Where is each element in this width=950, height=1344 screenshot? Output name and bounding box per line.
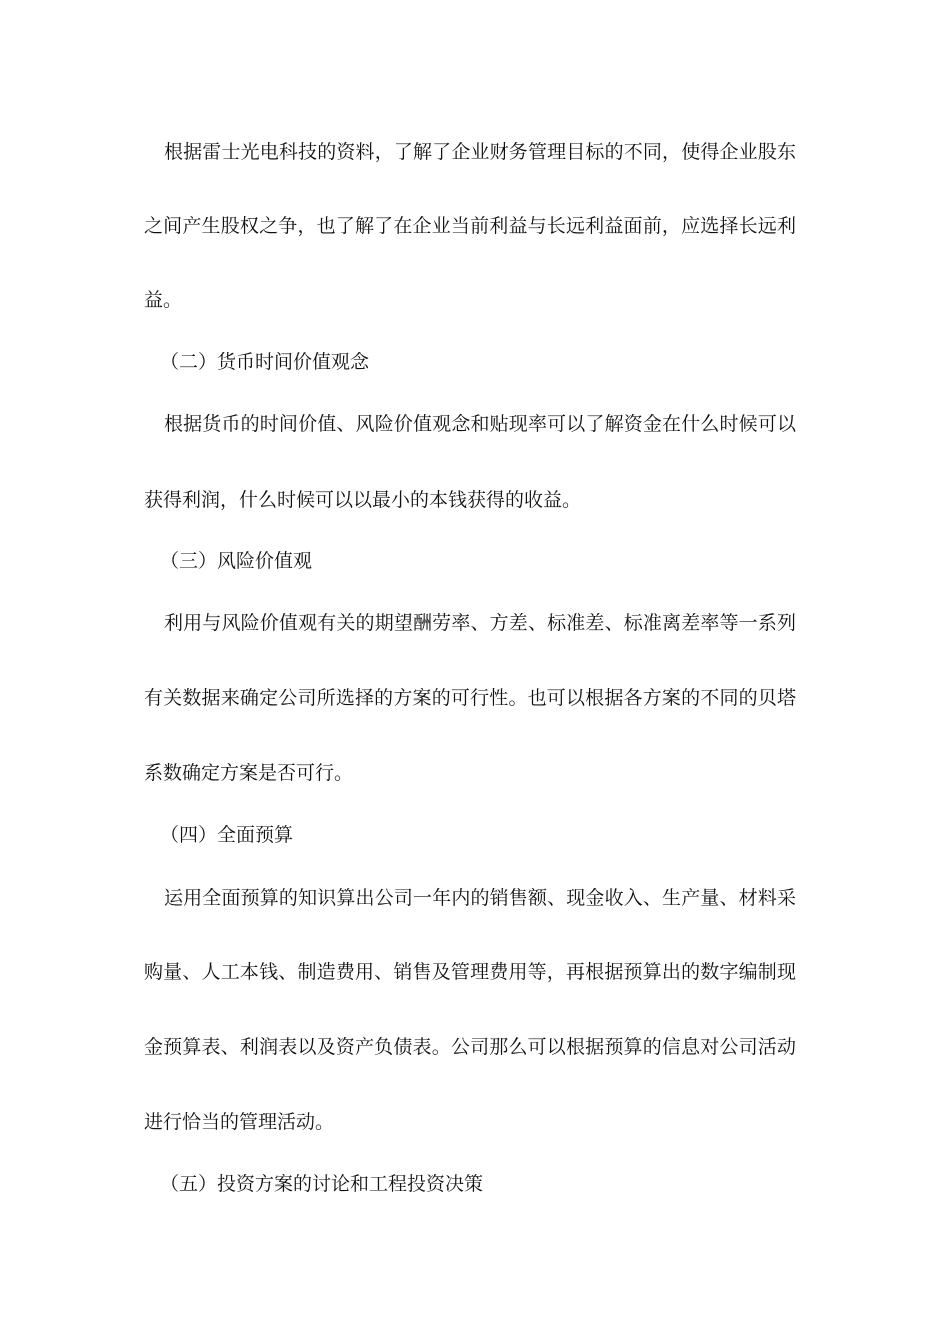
paragraph-3-line-3: 系数确定方案是否可行。 [144, 762, 354, 784]
paragraph-3-line-2: 有关数据来确定公司所选择的方案的可行性。也可以根据各方案的不同的贝塔 [144, 687, 796, 709]
paragraph-2-line-1: 根据货币的时间价值、风险价值观念和贴现率可以了解资金在什么时候可以 [164, 413, 796, 435]
paragraph-4-line-2: 购量、人工本钱、制造费用、销售及管理费用等，再根据预算出的数字编制现 [144, 961, 796, 983]
paragraph-2-line-2: 获得利润，什么时候可以以最小的本钱获得的收益。 [144, 489, 582, 511]
section-heading-5: （五）投资方案的讨论和工程投资决策 [160, 1173, 484, 1195]
section-heading-4: （四）全面预算 [160, 824, 294, 846]
section-heading-3: （三）风险价值观 [160, 550, 313, 572]
paragraph-4-line-1: 运用全面预算的知识算出公司一年内的销售额、现金收入、生产量、材料采 [164, 887, 796, 909]
paragraph-3-line-1: 利用与风险价值观有关的期望酬劳率、方差、标准差、标准离差率等一系列 [164, 612, 796, 634]
paragraph-1-line-1: 根据雷士光电科技的资料，了解了企业财务管理目标的不同，使得企业股东 [164, 141, 796, 163]
paragraph-4-line-4: 进行恰当的管理活动。 [144, 1111, 335, 1133]
paragraph-4-line-3: 金预算表、利润表以及资产负债表。公司那么可以根据预算的信息对公司活动 [144, 1036, 796, 1058]
paragraph-1-line-2: 之间产生股权之争，也了解了在企业当前利益与长远利益面前，应选择长远利 [144, 215, 796, 237]
paragraph-1-line-3: 益。 [144, 289, 183, 311]
section-heading-2: （二）货币时间价值观念 [160, 351, 370, 373]
